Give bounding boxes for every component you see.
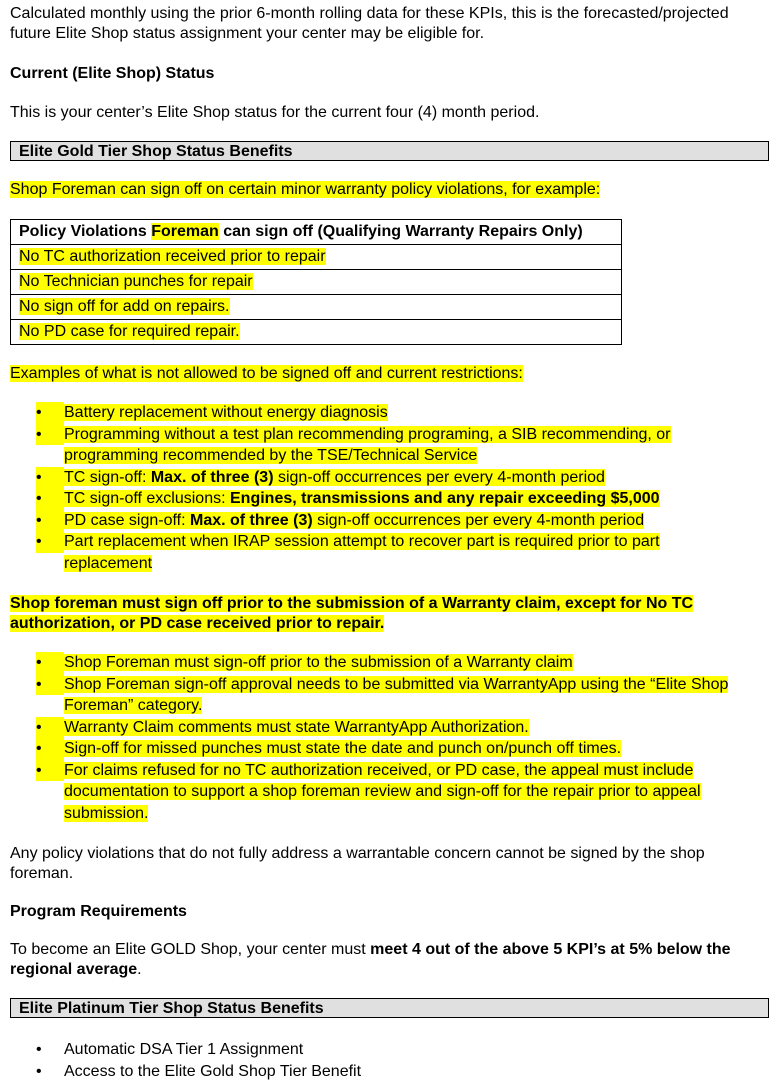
list-item: • TC sign-off exclusions: Engines, transmissions and any repair exceeding $5,000 <box>36 488 716 510</box>
policy-note: Any policy violations that do not fully address a warrantable concern cannot be signed by the shop foreman. <box>10 845 705 882</box>
list-item: • Automatic DSA Tier 1 Assignment <box>36 1039 716 1061</box>
list-item: • TC sign-off: Max. of three (3) sign-off occurrences per every 4-month period <box>36 467 716 489</box>
platinum-tier-box: Elite Platinum Tier Shop Status Benefits <box>10 998 769 1018</box>
signoff-rules-list <box>36 652 744 824</box>
list-item: • PD case sign-off: Max. of three (3) sign-off occurrences per every 4-month period <box>36 510 716 532</box>
policy-violations-table <box>10 219 622 345</box>
program-text: To become an Elite GOLD Shop, your center must meet 4 out of the above 5 KPI’s at 5% below the regional average. <box>10 941 731 978</box>
table-row: No sign off for add on repairs. <box>11 295 622 320</box>
list-item: • Shop Foreman sign-off approval needs to be submitted via WarrantyApp using the “Elite Shop Foreman” category. <box>36 674 744 717</box>
foreman-intro-text: Shop Foreman can sign off on certain minor warranty policy violations, for example: <box>10 181 601 198</box>
intro-paragraph: Calculated monthly using the prior 6-month rolling data for these KPIs, this is the forecasted/projected future Elite Shop status assignment your center may be eligible for. <box>10 5 729 42</box>
foreman-intro <box>10 180 770 200</box>
list-item: • Programming without a test plan recommending programing, a SIB recommending, or programming recommended by the TSE/Technical Service <box>36 424 716 467</box>
current-status-text: This is your center’s Elite Shop status for the current four (4) month period. <box>10 104 540 121</box>
gold-tier-box: Elite Gold Tier Shop Status Benefits <box>10 141 769 161</box>
restrictions-list <box>36 402 716 574</box>
list-item: • Part replacement when IRAP session attempt to recover part is required prior to part replacement <box>36 531 716 574</box>
platinum-benefits-list <box>36 1039 716 1082</box>
table-row: No TC authorization received prior to repair <box>11 245 622 270</box>
program-heading: Program Requirements <box>10 903 187 920</box>
signoff-notice: Shop foreman must sign off prior to the submission of a Warranty claim, except for No TC authorization, or PD case received prior to repair. <box>10 595 694 632</box>
list-item: • Access to the Elite Gold Shop Tier Benefit <box>36 1061 716 1083</box>
list-item: • Warranty Claim comments must state WarrantyApp Authorization. <box>36 717 744 739</box>
list-item: • For claims refused for no TC authorization received, or PD case, the appeal must include documentation to support a shop foreman review and sign-off for the repair prior to appeal submission. <box>36 760 744 825</box>
table-row: No Technician punches for repair <box>11 270 622 295</box>
table-header-row <box>11 220 622 245</box>
table-row: No PD case for required repair. <box>11 320 622 345</box>
examples-intro: Examples of what is not allowed to be signed off and current restrictions: <box>10 365 523 382</box>
list-item: • Battery replacement without energy diagnosis <box>36 402 716 424</box>
list-item: • Shop Foreman must sign-off prior to the submission of a Warranty claim <box>36 652 744 674</box>
table-header: Policy Violations Foreman can sign off (Qualifying Warranty Repairs Only) <box>11 220 622 245</box>
current-status-heading: Current (Elite Shop) Status <box>10 65 215 82</box>
list-item: • Sign-off for missed punches must state the date and punch on/punch off times. <box>36 738 744 760</box>
foreman-highlight: Foreman <box>151 223 219 240</box>
